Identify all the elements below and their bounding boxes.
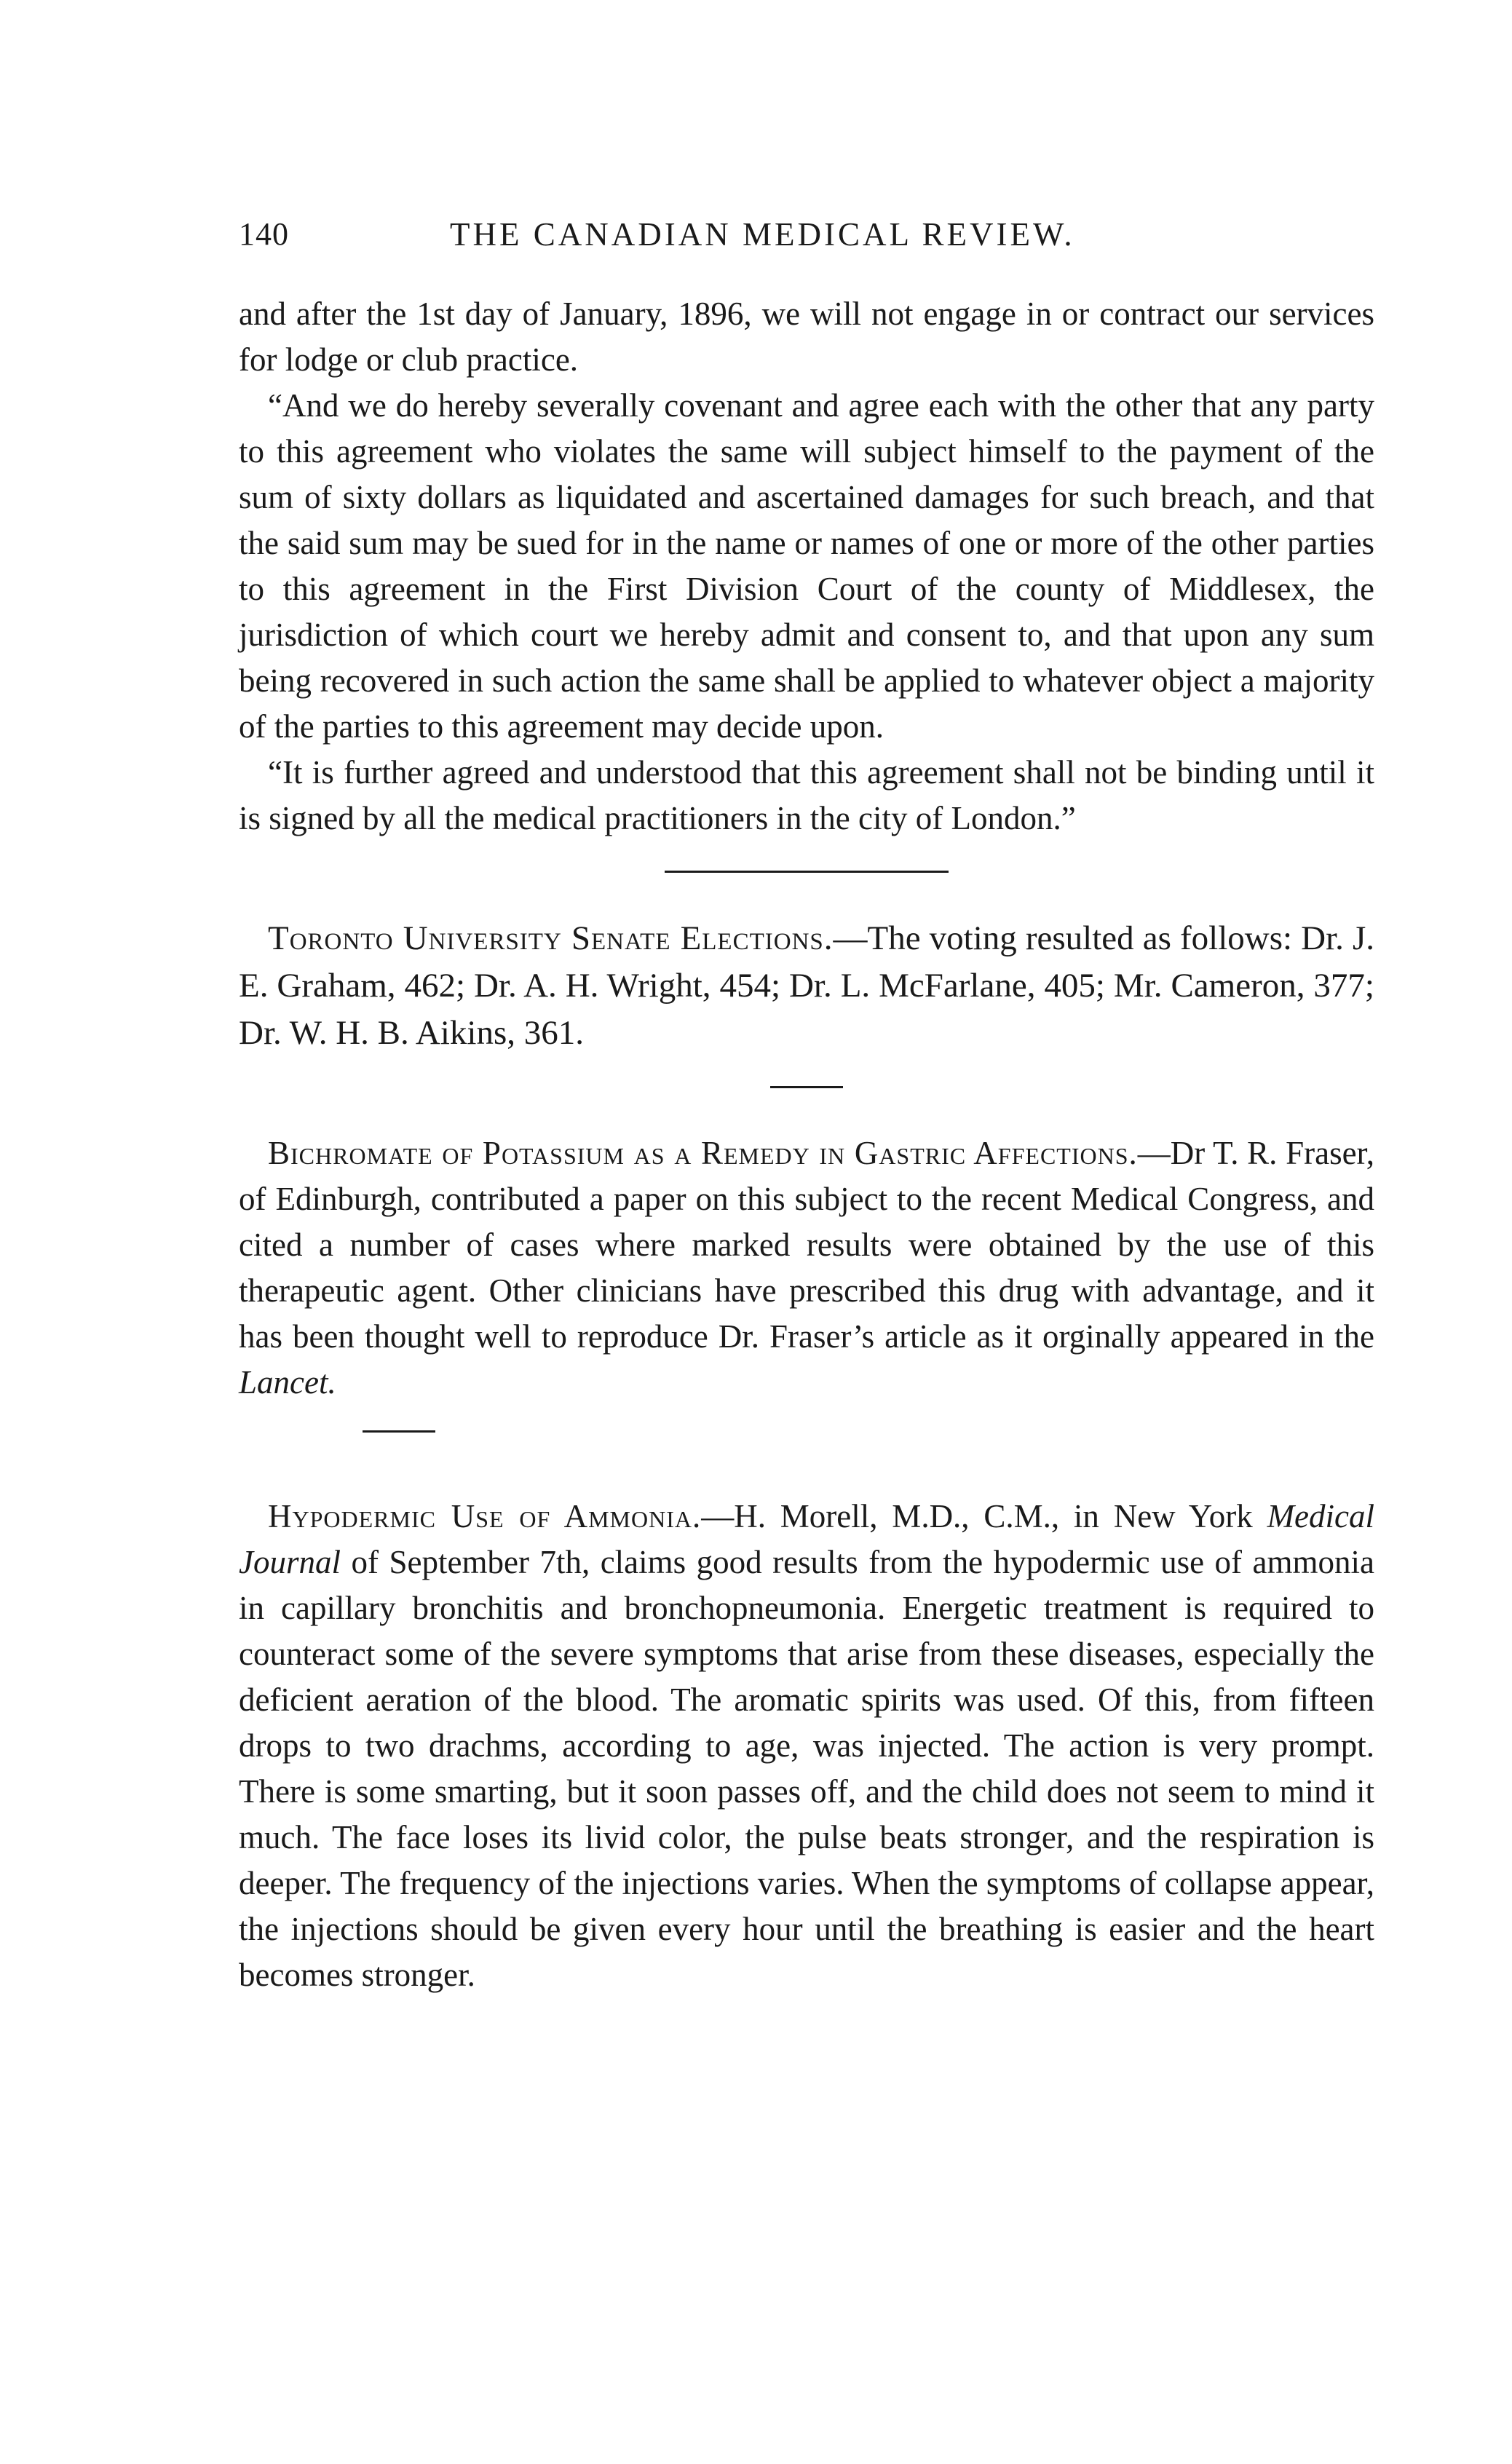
senate-elections-heading: Toronto University Senate Elections.: [268, 919, 834, 957]
journal-title: THE CANADIAN MEDICAL REVIEW.: [450, 216, 1075, 253]
agreement-paragraph-1: and after the 1st day of January, 1896, we will not engage in or contract our services for lodge or club practice.: [239, 296, 1374, 378]
senate-elections-paragraph: [239, 915, 1374, 1057]
bichromate-heading: Bichromate of Potassium as a Remedy in Gastric Affections.: [268, 1135, 1138, 1171]
ammonia-heading: Hypodermic Use of Ammonia.: [268, 1498, 702, 1534]
bichromate-text: —Dr T. R. Fraser, of Edinburgh, contributed a paper on this subject to the recent Medical Congress, and cited a number of cases where marked results were obtained by the use of this therapeutic agent. Other clinicians have prescribed this drug with advantage, and it has been thought well to reproduce Dr. Fraser’s article as it orginally appeared in the: [239, 1135, 1374, 1355]
body-text: [239, 291, 1374, 1998]
senate-elections-section: [239, 915, 1374, 1057]
running-head: [239, 215, 1374, 259]
ammonia-text-1: —H. Morell, M.D., C.M., in New York: [701, 1498, 1267, 1534]
senate-elections-text: —The voting resulted as follows: Dr. J. E. Graham, 462; Dr. A. H. Wright, 454; Dr. L. McFarlane, 405; Mr. Cameron, 377; Dr. W. H. B. Aikins, 361.: [239, 919, 1374, 1052]
ammonia-paragraph: [239, 1494, 1374, 1998]
lancet-journal-name: Lancet.: [239, 1364, 336, 1401]
section-divider: [363, 1430, 435, 1433]
section-divider: [665, 871, 949, 873]
medical-journal-name: Medical Journal: [239, 1498, 1374, 1580]
section-divider: [770, 1086, 843, 1088]
bichromate-paragraph: [239, 1130, 1374, 1406]
spacer: [239, 1451, 1374, 1494]
agreement-paragraph-2: “And we do hereby severally covenant and agree each with the other that any party to this agreement who violates the same will subject himself to the payment of the sum of sixty dollars as liquidated and ascertained damages for such breach, and that the said sum may be sued for in the name or names of one or more of the other parties to this agreement in the First Division Court of the county of Middlesex, the jurisdiction of which court we hereby admit and consent to, and that upon any sum being recovered in such action the same shall be applied to whatever object a majority of the parties to this agreement may decide upon.: [239, 387, 1374, 745]
ammonia-text-2: of September 7th, claims good results from the hypodermic use of ammonia in capillary bronchitis and bronchopneumonia. Energetic treatment is required to counteract some of the severe symptoms that arise from these diseases, especially the deficient aeration of the blood. The aromatic spirits was used. Of this, from fifteen drops to two drachms, according to age, was injected. The action is very prompt. There is some smarting, but it soon passes off, and the child does not seem to mind it much. The face loses its livid color, the pulse beats stronger, and the respiration is deeper. The frequency of the injections varies. When the symptoms of collapse appear, the injections should be given every hour until the breathing is easier and the heart becomes stronger.: [239, 1544, 1374, 1993]
page-number: 140: [239, 216, 289, 252]
agreement-paragraph-3: “It is further agreed and understood that this agreement shall not be binding until it is signed by all the medical practitioners in the city of London.”: [239, 754, 1374, 836]
